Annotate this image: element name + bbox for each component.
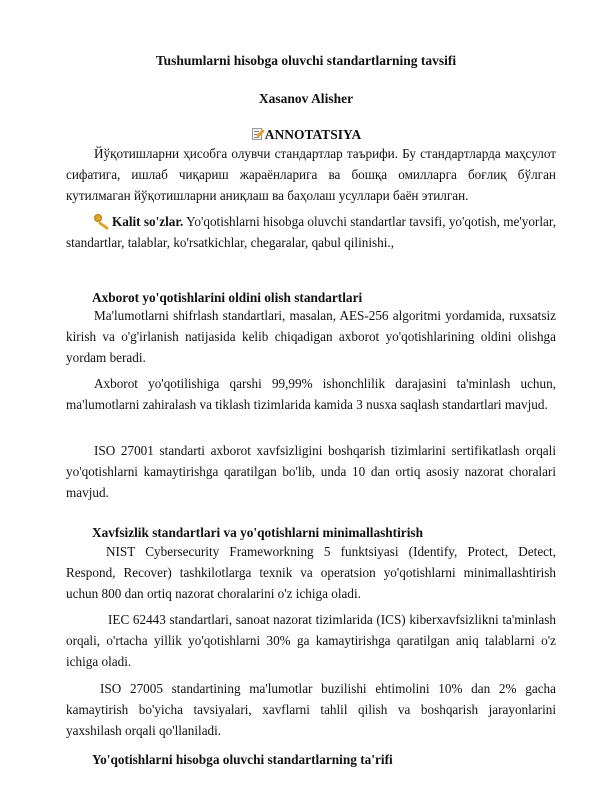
section-heading: Yo'qotishlarni hisobga oluvchi standartlarning ta'rifi	[92, 752, 393, 767]
section2-paragraph-3: ISO 27005 standartining ma'lumotlar buzilishi ehtimolini 10% dan 2% gacha kamaytirish bo'yicha tavsiyalari, xavflarni tahlil qilish va boshqarish jarayonlarini yaxshilash orqali qo'llaniladi.	[66, 681, 556, 738]
section-heading: Axborot yo'qotishlarini oldini olish standartlari	[92, 290, 363, 305]
memo-icon	[251, 127, 264, 141]
paper-title: Tushumlarni hisobga oluvchi standartlarning tavsifi	[155, 53, 457, 68]
section1-paragraph-1: Ma'lumotlarni shifrlash standartlari, masalan, AES-256 algoritmi yordamida, ruxsatsiz kirish va o'g'irlanish natijasida kelib chiqadigan axborot yo'qotishlarining oldini olishga yordam beradi.	[66, 308, 556, 365]
annotation-heading-text: ANNOTATSIYA	[264, 127, 362, 142]
section-heading: Xavfsizlik standartlari va yo'qotishlarni minimallashtirish	[92, 525, 423, 540]
annotation-text: Йўқотишларни ҳисобга олувчи стандартлар таърифи. Бу стандартларда маҳсулот сифатига, ишлаб чиқариш жараёнларига ва бошқа омилларга боғлиқ бўлган кутилмаган йўқотишларни аниқлаш ва баҳолаш усуллари баён этилган.	[66, 146, 556, 203]
keywords-label: Kalit so'zlar.	[112, 214, 184, 229]
section2-paragraph-2: IEC 62443 standartlari, sanoat nazorat tizimlarida (ICS) kiberxavfsizlikni ta'minlash orqali, o'rtacha yillik yo'qotishlarni 30% ga kamaytirishga qaratilgan aniq talablarni o'z ichiga oladi.	[66, 612, 556, 669]
keywords-paragraph	[66, 211, 556, 253]
annotation-heading	[0, 127, 612, 143]
section1-paragraph-3: ISO 27001 standarti axborot xavfsizligini boshqarish tizimlarini sertifikatlash orqali yo'qotishlarni kamaytirishga qaratilgan bo'lib, unda 10 dan ortiq asosiy nazorat choralari mavjud.	[66, 443, 556, 500]
key-icon	[94, 214, 110, 227]
section2-paragraph-1: NIST Cybersecurity Frameworkning 5 funktsiyasi (Identify, Protect, Detect, Respond, Recover) tashkilotlarga texnik va operatsion yo'qotishlarni minimallashtirish uchun 800 dan ortiq nazorat choralarini o'z ichiga oladi.	[66, 544, 556, 601]
author-name: Xasanov Alisher	[258, 91, 354, 106]
section1-paragraph-2: Axborot yo'qotilishiga qarshi 99,99% ishonchlilik darajasini ta'minlash uchun, ma'lumotlarni zahiralash va tiklash tizimlarida kamida 3 nusxa saqlash standartlari mavjud.	[66, 376, 556, 412]
keywords-text: Yo'qotishlarni hisobga oluvchi standartlar tavsifi, yo'qotish, me'yorlar, standartlar, talablar, ko'rsatkichlar, chegaralar, qabul qilinishi.,	[66, 214, 557, 250]
